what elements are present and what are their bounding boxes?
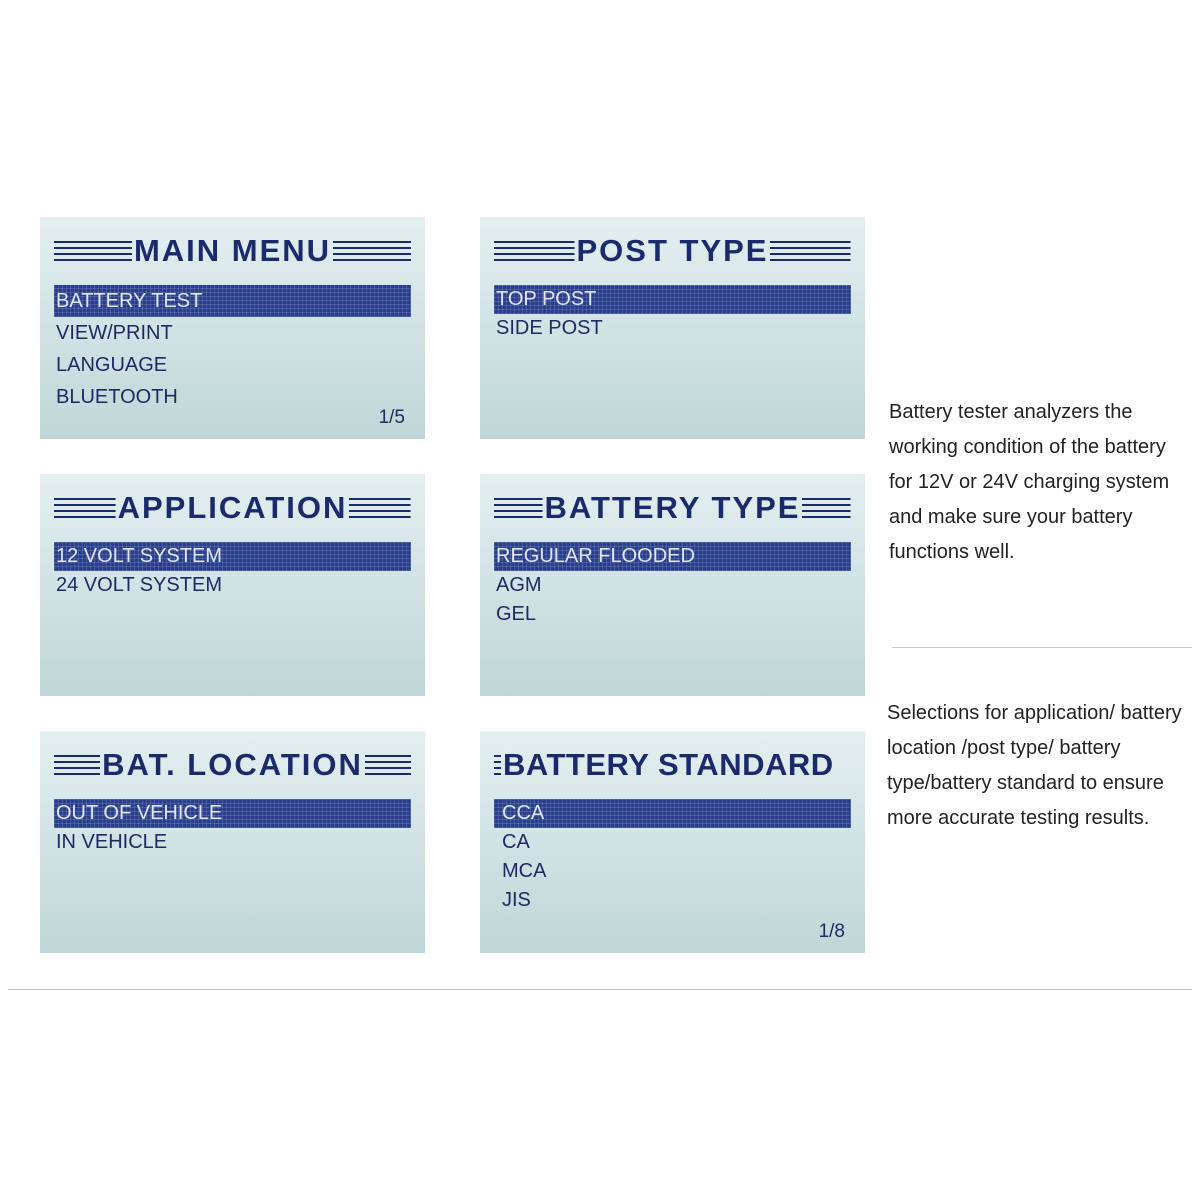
bottom-divider <box>8 989 1192 990</box>
screen-title: MAIN MENU <box>133 233 332 268</box>
bat-location-screen <box>40 731 425 953</box>
screen-header <box>54 231 411 271</box>
main-menu-screen <box>40 217 425 439</box>
header-lines-right <box>770 241 851 261</box>
header-lines-right <box>365 755 411 775</box>
screen-header <box>54 745 411 785</box>
menu-item-battery-test[interactable]: BATTERY TEST <box>54 285 411 317</box>
page-indicator: 1/5 <box>378 407 405 428</box>
screen-title: POST TYPE <box>576 233 769 268</box>
screen-header <box>54 488 411 528</box>
menu-item-top-post[interactable]: TOP POST <box>494 285 851 314</box>
menu-list <box>54 542 411 600</box>
menu-item-bluetooth[interactable]: BLUETOOTH <box>56 386 178 408</box>
divider <box>892 647 1192 648</box>
description-selections: Selections for application/ battery location /post type/ battery type/battery standard to ensure more accurate testing results. <box>887 702 1182 829</box>
menu-item-gel[interactable]: GEL <box>496 603 537 625</box>
menu-item-language[interactable]: LANGUAGE <box>56 354 168 376</box>
menu-item-out-of-vehicle[interactable]: OUT OF VEHICLE <box>54 799 411 828</box>
screen-title: BAT. LOCATION <box>102 747 363 782</box>
description-testing: Battery tester analyzers the working condition of the battery for 12V or 24V charging system and make sure your battery functions well. <box>889 401 1170 563</box>
header-lines-left <box>54 498 116 518</box>
screen-header <box>494 745 851 785</box>
screen-title: BATTERY TYPE <box>544 490 801 525</box>
menu-item-side-post[interactable]: SIDE POST <box>496 317 603 339</box>
menu-item-cca[interactable]: CCA <box>494 799 851 828</box>
page-indicator: 1/8 <box>818 921 845 942</box>
screen-title: APPLICATION <box>117 490 348 525</box>
battery-type-screen <box>480 474 865 696</box>
header-lines-right <box>333 241 411 261</box>
application-screen <box>40 474 425 696</box>
menu-item-jis[interactable]: JIS <box>502 889 531 911</box>
menu-list <box>494 285 851 343</box>
header-lines-right <box>802 498 851 518</box>
menu-list <box>54 285 411 413</box>
header-lines-left <box>494 498 543 518</box>
menu-item-24-volt[interactable]: 24 VOLT SYSTEM <box>56 574 222 596</box>
battery-standard-screen <box>480 731 865 953</box>
menu-list <box>494 799 851 915</box>
menu-item-view-print[interactable]: VIEW/PRINT <box>56 322 173 344</box>
menu-item-in-vehicle[interactable]: IN VEHICLE <box>56 831 168 853</box>
menu-item-regular-flooded[interactable]: REGULAR FLOODED <box>494 542 851 571</box>
header-lines-left <box>494 755 501 775</box>
post-type-screen <box>480 217 865 439</box>
menu-item-ca[interactable]: CA <box>502 831 530 853</box>
screen-header <box>494 488 851 528</box>
screen-title: BATTERY STANDARD <box>503 747 834 782</box>
header-lines-left <box>54 241 132 261</box>
menu-list <box>494 542 851 629</box>
menu-list <box>54 799 411 857</box>
menu-item-agm[interactable]: AGM <box>496 574 542 596</box>
menu-item-12-volt[interactable]: 12 VOLT SYSTEM <box>54 542 411 571</box>
header-lines-left <box>54 755 100 775</box>
header-lines-left <box>494 241 575 261</box>
header-lines-right <box>349 498 411 518</box>
menu-item-mca[interactable]: MCA <box>502 860 547 882</box>
screen-header <box>494 231 851 271</box>
